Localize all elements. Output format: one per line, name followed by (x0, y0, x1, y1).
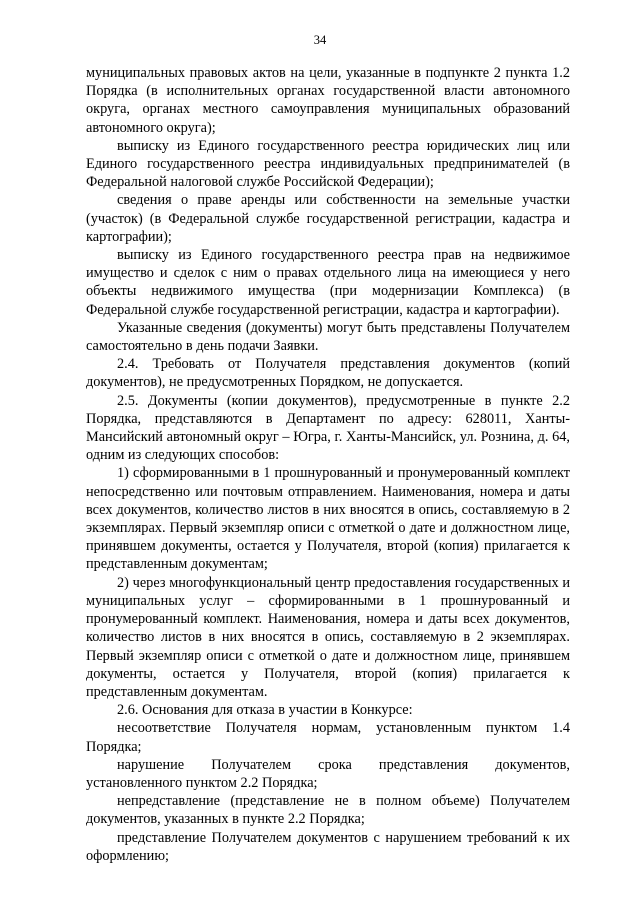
paragraph: непредставление (представление не в полном объеме) Получателем документов, указанных в пункте 2.2 Порядка; (86, 793, 570, 828)
paragraph: нарушение Получателем срока представления документов, установленного пунктом 2.2 Порядка; (86, 756, 570, 791)
paragraph: 1) сформированными в 1 прошнурованный и пронумерованный комплект непосредственно или почтовым отправлением. Наименования, номера и даты всех документов, количество листов в них вносятся в опись, составляемую в 2 экземплярах. Первый экземпляр описи с отметкой о дате и должностном лице, принявшем документы, остается у Получателя, второй (копия) прилагается к представленным документам; (86, 465, 570, 573)
page-number: 34 (313, 33, 327, 47)
paragraph: выписку из Единого государственного реестра юридических лиц или Единого государственного реестра индивидуальных предпринимателей (в Федеральной налоговой службе Российской Федерации); (86, 137, 570, 191)
paragraph: 2.6. Основания для отказа в участии в Конкурсе: (117, 702, 413, 719)
paragraph: 2) через многофункциональный центр предоставления государственных и муниципальных услуг – сформированными в 1 прошнурованный и пронумерованный комплект. Наименования, номера и даты всех документов, количество листов в них вносятся в опись, составляемую в 2 экземплярах. Первый экземпляр описи с отметкой о дате и должностном лице, принявшем документы, остается у Получателя, второй (копия) прилагается к представленным документам. (86, 574, 570, 700)
paragraph: Указанные сведения (документы) могут быть представлены Получателем самостоятельно в день подачи Заявки. (86, 319, 570, 355)
document-body (86, 64, 570, 865)
paragraph: сведения о праве аренды или собственности на земельные участки (участок) (в Федеральной службе государственной регистрации, кадастра и картографии); (86, 192, 570, 245)
paragraph: выписку из Единого государственного реестра прав на недвижимое имущество и сделок с ним о правах отдельного лица на имеющиеся у него объекты недвижимого имущества (при модернизации Комплекса) (в Федеральной службе государственной регистрации, кадастра и картографии). (86, 247, 570, 318)
paragraph: несоответствие Получателя нормам, установленным пунктом 1.4 Порядка; (86, 720, 570, 755)
paragraph: 2.4. Требовать от Получателя представления документов (копий документов), не предусмотренных Порядком, не допускается. (86, 356, 570, 391)
paragraph: представление Получателем документов с нарушением требований к их оформлению; (86, 829, 570, 864)
paragraph: 2.5. Документы (копии документов), предусмотренные в пункте 2.2 Порядка, представляются в Департамент по адресу: 628011, Ханты-Мансийский автономный округ – Югра, г. Ханты-Мансийск, ул. Рознина, д. 64, одним из следующих способов: (86, 392, 570, 464)
paragraph: муниципальных правовых актов на цели, указанные в подпункте 2 пункта 1.2 Порядка (в исполнительных органах государственной власти автономного округа, органах местного самоуправления муниципальных образований автономного округа); (86, 65, 570, 136)
